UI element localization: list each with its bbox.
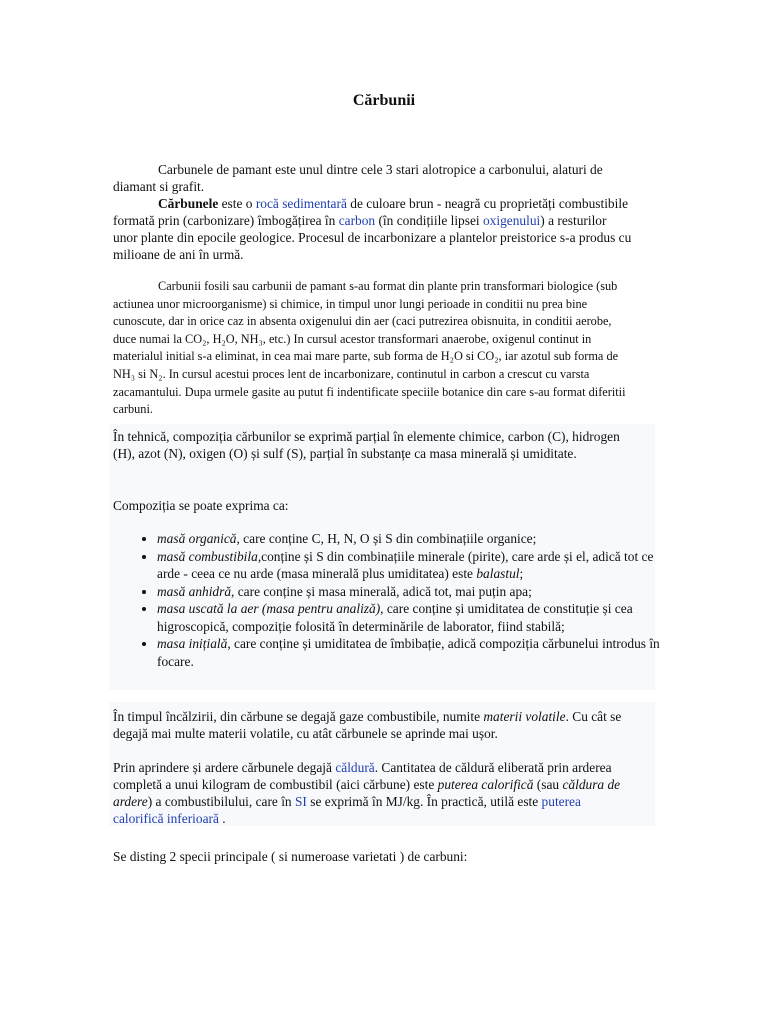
- definition-paragraph: Cărbunele este o rocă sedimentară de culoare brun - neagră cu proprietăți combustibile formată prin (carbonizare) îmbogățirea în carbon (în condițiile lipsei oxigenului) a resturilor unor plante din epocile geologice. Procesul de incarbonizare a plantelor preistorice s-a produs cu milioane de ani în urmă.: [113, 196, 632, 262]
- composition-intro: Compoziția se poate exprima ca:: [113, 498, 289, 513]
- fossil-paragraph: Carbunii fosili sau carbunii de pamant s-au format din plante prin transformari biologice (sub actiunea unor microorganisme) si chimice, in timpul unor lungi perioade in conditii nu prea bine cunoscute, dar in orice caz in absenta oxigenului din aer (caci putrezirea obisnuita, in conditii aerobe, duce numai la CO₂, H₂O, NH₃, etc.) In cursul acestor transformari anaerobe, oxigenul continut in materialul initial s-a eliminat, in cea mai mare parte, sub forma de H₂O si CO₂, iar azotul sub forma de NH₃ si N₂. In cursul acestui proces lent de incarbonizare, continutul in carbon a crescut cu varsta zacamantului. Dupa urmele gasite au putut fi indentificate speciile botanice din care s-au format diferitii carbuni.: [113, 279, 626, 417]
- tech-paragraph: În tehnică, compoziția cărbunilor se exprimă parțial în elemente chimice, carbon (C), hidrogen (H), azot (N), oxigen (O) și sulf (S), parțial în substanțe ca masa minerală și umiditate.: [113, 429, 620, 461]
- link-puterea-calorifica-inferioara[interactable]: puterea calorifică inferioară: [113, 794, 581, 826]
- link-carbon[interactable]: carbon: [338, 213, 376, 228]
- link-caldura[interactable]: căldură: [335, 760, 375, 775]
- link-si[interactable]: SI: [294, 794, 307, 809]
- composition-list: [135, 530, 679, 670]
- calorific-paragraph: Prin aprindere și ardere cărbunele degajă căldură. Cantitatea de căldură eliberată prin arderea completă a unui kilogram de combustibil (aici cărbune) este puterea calorifică (sau căldura de ardere) a combustibilului, care în SI se exprimă în MJ/kg. În practică, utilă este puterea calorifică inferioară .: [113, 760, 621, 826]
- list-item: • masa uscată la aer (masa pentru analiză), care conține și umiditatea de constituție și cea higroscopică, compoziție folosită în determinările de laborator, fiind stabilă;: [157, 600, 679, 635]
- definition-term: Cărbunele: [158, 196, 219, 211]
- list-item: • masă anhidră, care conține și masa minerală, adică tot, mai puțin apa;: [157, 583, 679, 601]
- intro-paragraph: Carbunele de pamant este unul dintre cele 3 stari alotropice a carbonului, alaturi de diamant si grafit.: [113, 162, 603, 194]
- species-paragraph: Se disting 2 specii principale ( si numeroase varietati ) de carbuni:: [113, 849, 468, 864]
- link-roca-sedimentara[interactable]: rocă sedimentară: [255, 196, 347, 211]
- page-title: Cărbunii: [352, 92, 416, 109]
- list-item: • masa inițială, care conține și umiditatea de îmbibație, adică compoziția cărbunelui introdus în focare.: [157, 635, 679, 670]
- link-oxigenului[interactable]: oxigenului: [482, 213, 541, 228]
- list-item: • masă organică, care conține C, H, N, O și S din combinațiile organice;: [157, 530, 679, 548]
- list-item: • masă combustibila,conține și S din combinațiile minerale (pirite), care arde și el, adică tot ce arde - ceea ce nu arde (masa minerală plus umiditatea) este balastul;: [157, 548, 679, 583]
- heating-paragraph: În timpul încălzirii, din cărbune se degajă gaze combustibile, numite materii volatile. Cu cât se degajă mai multe materii volatile, cu atât cărbunele se aprinde mai ușor.: [113, 709, 622, 741]
